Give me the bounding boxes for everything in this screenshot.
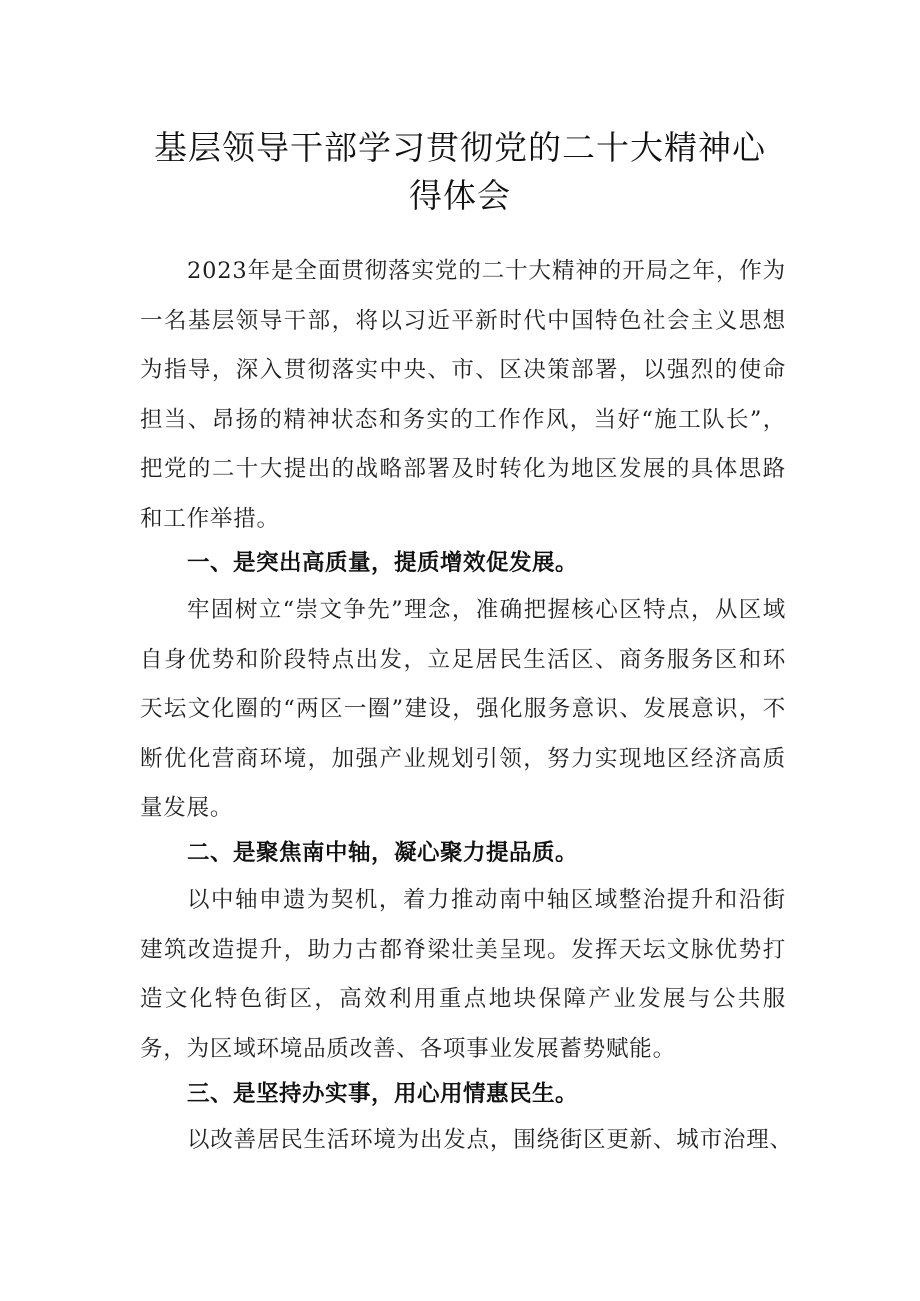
section-heading-2: 二、是聚焦南中轴，凝心聚力提品质。 xyxy=(187,840,579,866)
document-title-line-1: 基层领导干部学习贯彻党的二十大精神心 xyxy=(154,128,766,167)
section-heading-1: 一、是突出高质量，提质增效促发展。 xyxy=(187,550,579,576)
intro-paragraph: 2023年是全面贯彻落实党的二十大精神的开局之年，作为一名基层领导干部，将以习近平新时代中国特色社会主义思想为指导，深入贯彻落实中央、市、区决策部署，以强烈的使命担当、昂扬的精神状态和务实的工作作风，当好“施工队长”，把党的二十大提出的战略部署及时转化为地区发展的具体思路和工作举措。 xyxy=(140,258,786,532)
section-heading-3: 三、是坚持办实事，用心用情惠民生。 xyxy=(187,1081,579,1107)
section-body-1: 牢固树立“崇文争先”理念，准确把握核心区特点，从区域自身优势和阶段特点出发，立足居民生活区、商务服务区和环天坛文化圈的“两区一圈”建设，强化服务意识、发展意识，不断优化营商环境，加强产业规划引领，努力实现地区经济高质量发展。 xyxy=(140,597,786,821)
section-body-3: 以改善居民生活环境为出发点，围绕街区更新、城市治理、 xyxy=(187,1127,793,1153)
section-body-2: 以中轴申遗为契机，着力推动南中轴区域整治提升和沿街建筑改造提升，助力古都脊梁壮美呈现。发挥天坛文脉优势打造文化特色街区，高效利用重点地块保障产业发展与公共服务，为区域环境品质改善、各项事业发展蓄势赋能。 xyxy=(140,887,786,1062)
document-title-line-2: 得体会 xyxy=(409,176,511,215)
